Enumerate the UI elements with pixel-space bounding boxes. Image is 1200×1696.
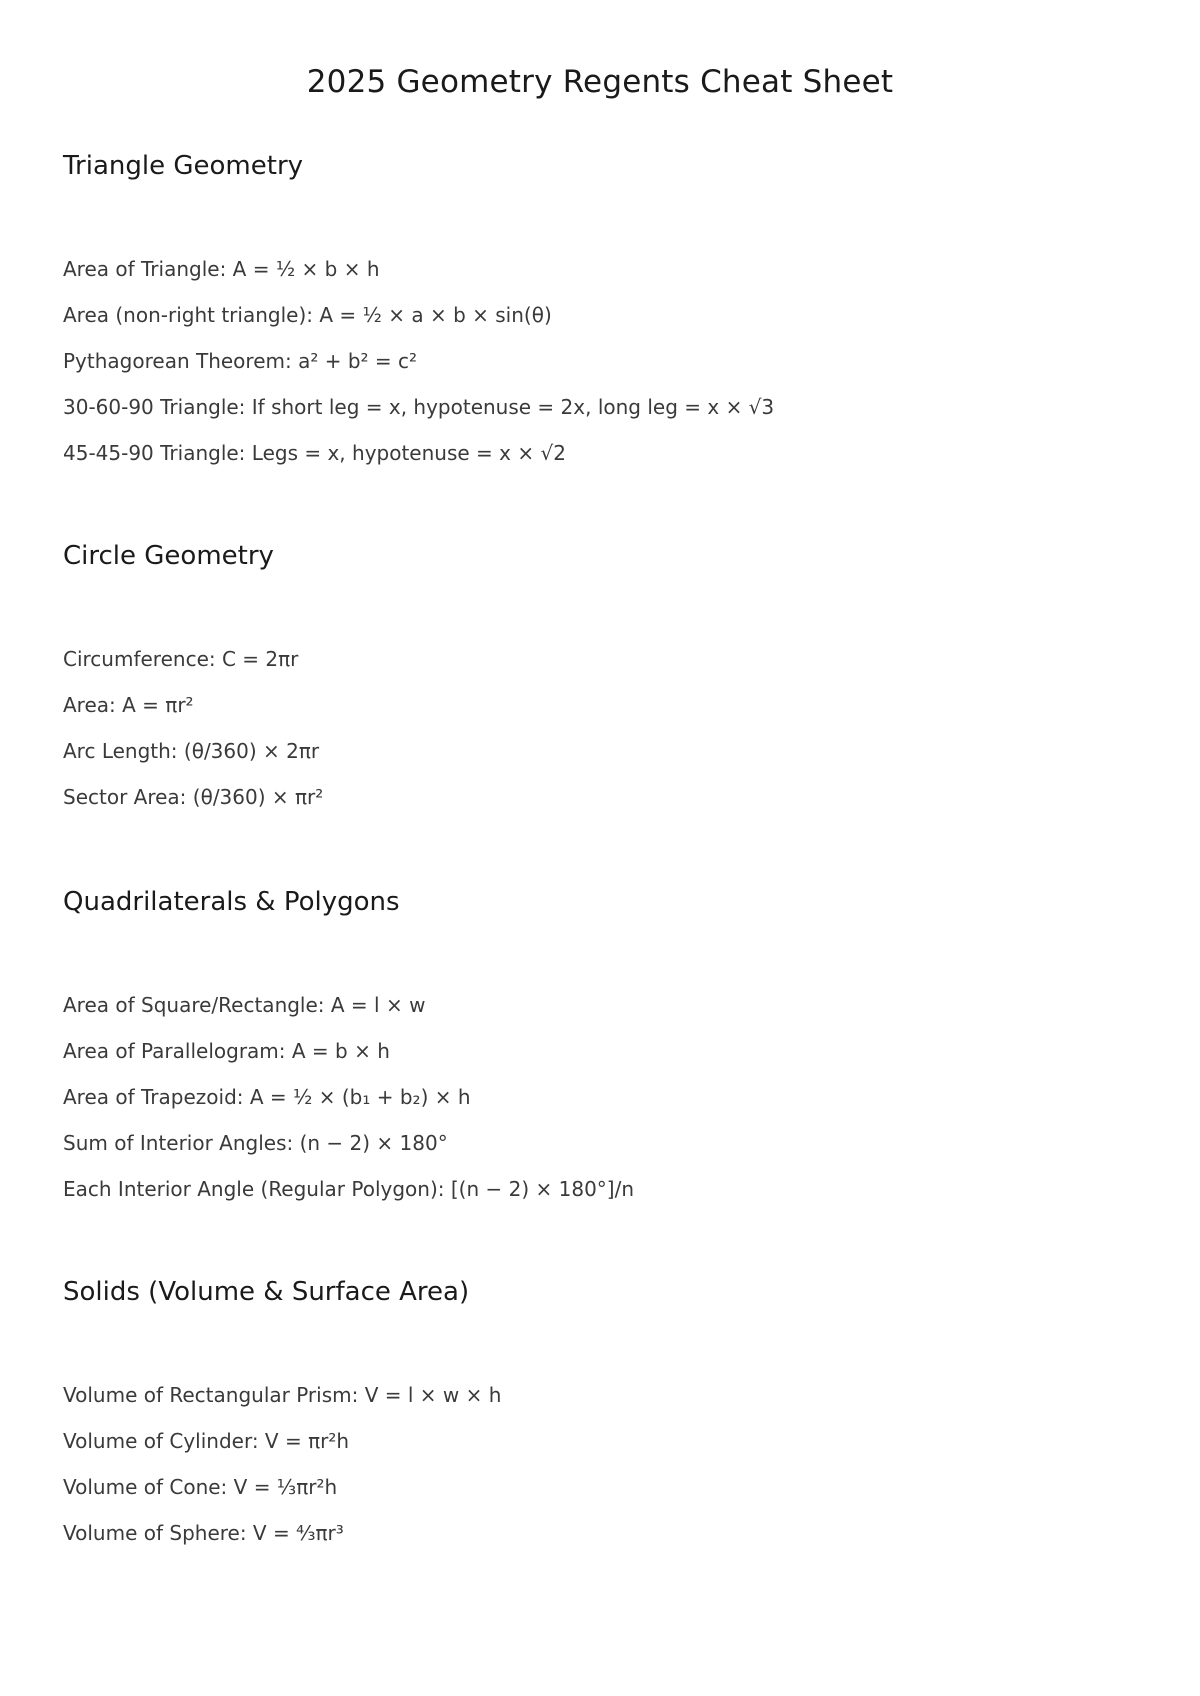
formula-item: Circumference: C = 2πr xyxy=(63,647,299,671)
formula-item: Arc Length: (θ/360) × 2πr xyxy=(63,739,320,763)
section-quadrilaterals-polygons xyxy=(63,885,1143,1201)
formula-item: Each Interior Angle (Regular Polygon): [(n − 2) × 180°]/n xyxy=(63,1177,635,1201)
formula-list xyxy=(63,1383,501,1567)
formula-list xyxy=(63,647,323,831)
section-triangle-geometry xyxy=(63,149,1143,465)
formula-item: Sum of Interior Angles: (n − 2) × 180° xyxy=(63,1131,448,1155)
section-heading: Solids (Volume & Surface Area) xyxy=(63,1277,470,1307)
formula-item: Area of Parallelogram: A = b × h xyxy=(63,1039,390,1063)
section-heading: Circle Geometry xyxy=(63,541,274,571)
formula-item: Area of Trapezoid: A = ½ × (b₁ + b₂) × h xyxy=(63,1085,471,1109)
formula-list xyxy=(63,993,634,1223)
section-heading: Quadrilaterals & Polygons xyxy=(63,887,400,917)
formula-item: Volume of Sphere: V = ⁴⁄₃πr³ xyxy=(63,1521,344,1545)
formula-item: Volume of Cylinder: V = πr²h xyxy=(63,1429,350,1453)
section-solids xyxy=(63,1275,1143,1545)
formula-item: 30-60-90 Triangle: If short leg = x, hypotenuse = 2x, long leg = x × √3 xyxy=(63,395,775,419)
formula-item: Sector Area: (θ/360) × πr² xyxy=(63,785,324,809)
section-circle-geometry xyxy=(63,539,1143,809)
formula-item: Area (non-right triangle): A = ½ × a × b × sin(θ) xyxy=(63,303,552,327)
document-title: 2025 Geometry Regents Cheat Sheet xyxy=(306,64,894,100)
formula-item: Volume of Cone: V = ⅓πr²h xyxy=(63,1475,338,1499)
formula-list xyxy=(63,257,774,487)
formula-item: Pythagorean Theorem: a² + b² = c² xyxy=(63,349,418,373)
formula-item: Area of Triangle: A = ½ × b × h xyxy=(63,257,380,281)
formula-item: Area of Square/Rectangle: A = l × w xyxy=(63,993,426,1017)
section-heading: Triangle Geometry xyxy=(63,151,304,181)
formula-item: Area: A = πr² xyxy=(63,693,194,717)
formula-item: 45-45-90 Triangle: Legs = x, hypotenuse = x × √2 xyxy=(63,441,566,465)
formula-item: Volume of Rectangular Prism: V = l × w × h xyxy=(63,1383,502,1407)
